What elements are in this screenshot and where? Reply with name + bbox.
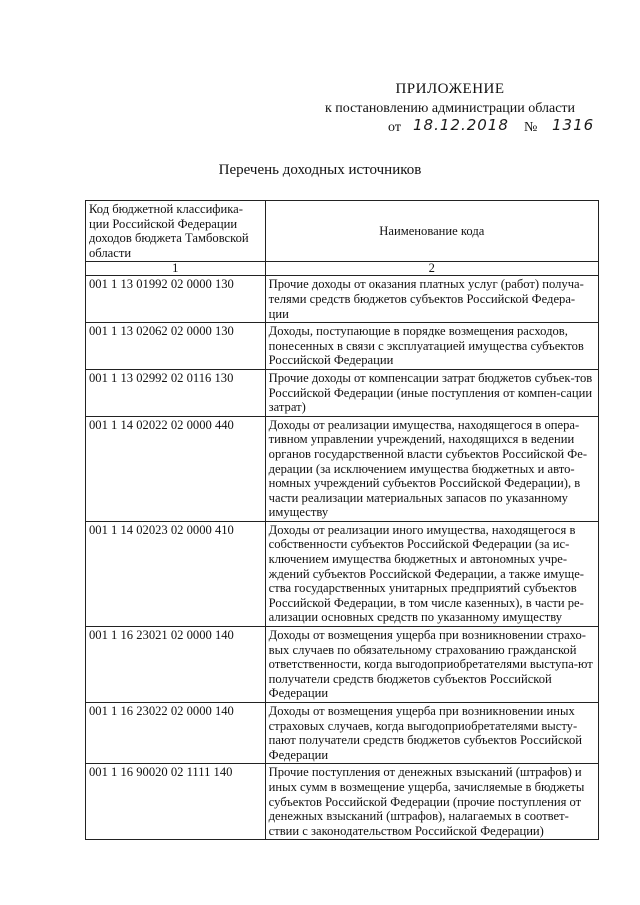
row-code: 001 1 13 02062 02 0000 130 xyxy=(86,323,266,370)
header-code: Код бюджетной классифика-ции Российской Федерации доходов бюджета Тамбовской области xyxy=(86,201,266,262)
from-label: от xyxy=(388,120,401,135)
row-code: 001 1 14 02022 02 0000 440 xyxy=(86,416,266,521)
row-name: Доходы, поступающие в порядке возмещения расходов, понесенных в связи с эксплуатацией имущества субъектов Российской Федерации xyxy=(265,323,598,370)
row-name: Прочие доходы от компенсации затрат бюджетов субъек-тов Российской Федерации (иные поступления от компен-сации затрат) xyxy=(265,369,598,416)
row-code: 001 1 16 90020 02 1111 140 xyxy=(86,764,266,840)
table-header-row xyxy=(86,201,599,262)
table-row xyxy=(86,323,599,370)
row-name: Доходы от возмещения ущерба при возникновении иных страховых случаев, когда выгодоприобретателями высту-пают получатели средств бюджетов субъектов Российской Федерации xyxy=(265,703,598,764)
number-label: № xyxy=(524,120,538,135)
handwritten-number: 1316 xyxy=(552,116,595,134)
table-row xyxy=(86,369,599,416)
decree-date-line xyxy=(300,118,600,138)
row-code: 001 1 13 01992 02 0000 130 xyxy=(86,276,266,323)
column-number-2: 2 xyxy=(265,262,598,276)
table-row xyxy=(86,764,599,840)
table-row xyxy=(86,521,599,626)
row-code: 001 1 13 02992 02 0116 130 xyxy=(86,369,266,416)
handwritten-date: 18.12.2018 xyxy=(413,116,509,134)
column-number-1: 1 xyxy=(86,262,266,276)
row-code: 001 1 16 23022 02 0000 140 xyxy=(86,703,266,764)
appendix-subtitle: к постановлению администрации области xyxy=(324,101,576,116)
row-name: Прочие доходы от оказания платных услуг (работ) получа-телями средств бюджетов субъектов Российской Федера-ции xyxy=(265,276,598,323)
row-code: 001 1 14 02023 02 0000 410 xyxy=(86,521,266,626)
row-name: Доходы от реализации имущества, находящегося в опера-тивном управлении учреждений, находящихся в ведении органов государственной власти субъектов Российской Фе-дерации (за исключением имущества бюджетных и авто-номных учреждений субъектов Российской Федерации), в части реализации материальных запасов по указанному имуществу xyxy=(265,416,598,521)
row-code: 001 1 16 23021 02 0000 140 xyxy=(86,627,266,703)
table-row xyxy=(86,276,599,323)
table-row xyxy=(86,703,599,764)
header-name: Наименование кода xyxy=(265,201,598,262)
table-row xyxy=(86,627,599,703)
row-name: Доходы от реализации иного имущества, находящегося в собственности субъектов Российской Федерации (за ис-ключением имущества бюджетных и автономных учре-ждений субъектов Российской Федерации, а также имуще-ства государственных унитарных предприятий субъектов Российской Федерации, в том числе казенных), в части ре-ализации основных средств по указанному имуществу xyxy=(265,521,598,626)
list-title: Перечень доходных источников xyxy=(218,162,422,178)
appendix-title: ПРИЛОЖЕНИЕ xyxy=(395,81,505,97)
column-number-row xyxy=(86,262,599,276)
row-name: Прочие поступления от денежных взысканий (штрафов) и иных сумм в возмещение ущерба, зачисляемые в бюджеты субъектов Российской Федерации (прочие поступления от денежных взысканий (штрафов), налагаемых в соответ-ствии с законодательством Российской Федерации) xyxy=(265,764,598,840)
appendix-header xyxy=(300,80,600,138)
table-row xyxy=(86,416,599,521)
income-sources-table xyxy=(85,200,599,840)
row-name: Доходы от возмещения ущерба при возникновении страхо-вых случаев по обязательному страхованию гражданской ответственности, когда выгодоприобретателями выступа-ют получатели средств бюджетов субъектов Российской Федерации xyxy=(265,627,598,703)
